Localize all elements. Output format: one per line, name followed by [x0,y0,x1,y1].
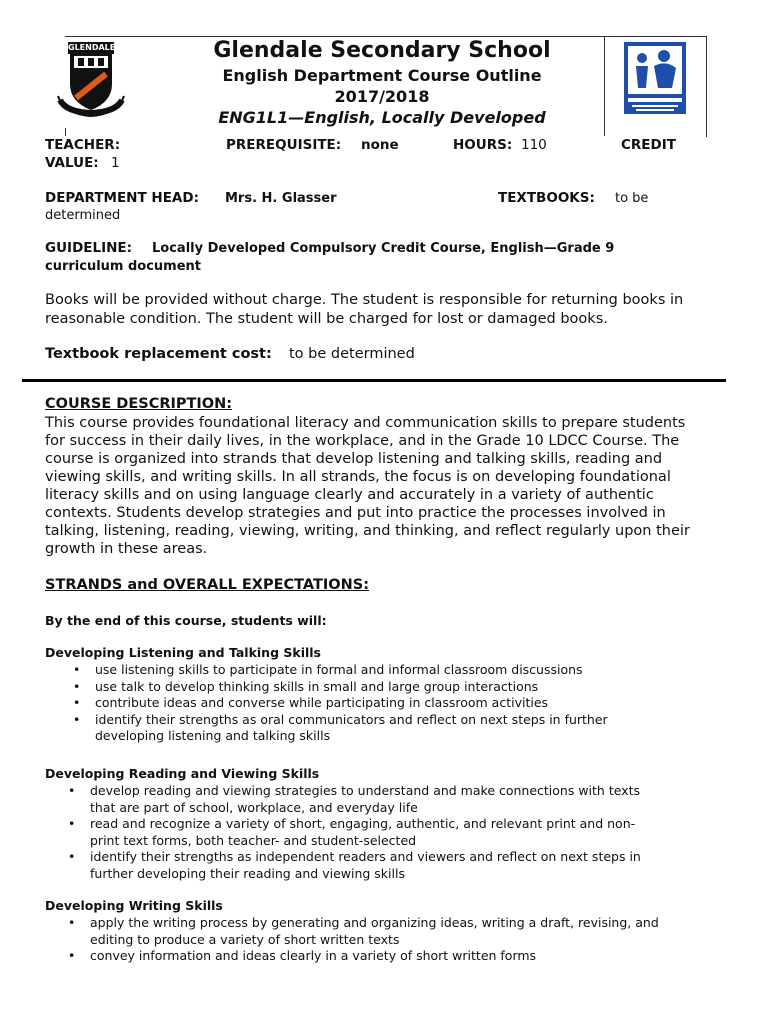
list-item-cont: print text forms, both teacher- and student-selected [90,832,417,848]
list-item-cont: that are part of school, workplace, and everyday life [90,799,418,815]
books-note-line2: reasonable condition. The student will be charged for lost or damaged books. [45,311,608,327]
crest-label: GLENDALE [68,43,116,52]
list-item: • use listening skills to participate in formal and informal classroom discussions [73,662,583,677]
writing-strand-title: Developing Writing Skills [45,898,223,913]
replacement-cost-label: Textbook replacement cost: [45,346,272,362]
textbooks-value-cont: determined [45,208,121,223]
course-description-heading: COURSE DESCRIPTION: [45,396,233,412]
value-label: VALUE: [45,155,99,171]
course-description-body [45,414,735,558]
description-line: talking, listening, reading, viewing, writing, and thinking, and reflect regularly upon their [45,523,690,539]
section-divider [22,379,726,382]
description-line: literacy skills and on using language clearly and accurately in a variety of authentic [45,487,654,503]
list-item: • identify their strengths as independent readers and viewers and reflect on next steps in [68,849,641,864]
school-title: Glendale Secondary School [213,38,551,63]
listening-strand-title: Developing Listening and Talking Skills [45,645,321,660]
description-line: course is organized into strands that develop listening and talking skills, reading and [45,451,663,467]
credit-label: CREDIT [621,137,676,153]
description-line: contexts. Students develop strategies and put into practice the processes involved in [45,505,666,521]
list-item-cont: further developing their reading and viewing skills [90,865,405,881]
writing-list [68,915,659,965]
department-head-label: DEPARTMENT HEAD: [45,190,199,206]
reading-list [68,783,641,882]
list-item-cont: editing to produce a variety of short written texts [90,931,400,947]
books-note-line1: Books will be provided without charge. The student is responsible for returning books in [45,292,684,308]
board-logo-icon [622,38,688,130]
list-item: • convey information and ideas clearly in a variety of short written forms [68,948,537,963]
prerequisite-value: none [361,137,399,153]
school-crest-icon [54,40,128,122]
value-value: 1 [111,155,120,171]
hours-value: 110 [521,137,547,153]
description-line: growth in these areas. [45,541,208,557]
hours-label: HOURS: [453,137,513,153]
teacher-label: TEACHER: [45,137,121,153]
strands-intro: By the end of this course, students will: [45,613,327,628]
school-year: 2017/2018 [334,87,430,106]
description-line: This course provides foundational literacy and communication skills to prepare students [45,415,686,431]
prerequisite-label: PREREQUISITE: [226,137,342,153]
guideline-label: GUIDELINE: [45,240,133,256]
list-item: • develop reading and viewing strategies to understand and make connections with texts [68,783,641,798]
guideline-value-cont: curriculum document [45,259,202,274]
strands-heading: STRANDS and OVERALL EXPECTATIONS: [45,577,370,593]
header-divider [65,128,66,136]
reading-strand-title: Developing Reading and Viewing Skills [45,766,320,781]
department-head-value: Mrs. H. Glasser [225,191,337,206]
description-line: for success in their daily lives, in the workplace, and in the Grade 10 LDCC Course. The [45,433,680,449]
replacement-cost-value: to be determined [289,346,415,362]
list-item: • read and recognize a variety of short, engaging, authentic, and relevant print and non- [68,816,636,831]
list-item: • contribute ideas and converse while participating in classroom activities [73,695,549,710]
department-title: English Department Course Outline [222,66,542,85]
textbooks-value: to be [615,191,649,206]
list-item: • use talk to develop thinking skills in small and large group interactions [73,678,539,694]
description-line: viewing skills, and writing skills. In all strands, the focus is on developing foundational [45,469,671,485]
course-code-title: ENG1L1—English, Locally Developed [218,108,546,127]
textbooks-label: TEXTBOOKS: [498,190,595,206]
list-item-cont: developing listening and talking skills [95,728,331,743]
list-item: • identify their strengths as oral communicators and reflect on next steps in further [73,711,608,727]
list-item: • apply the writing process by generating and organizing ideas, writing a draft, revising, and [68,915,659,930]
listening-list [73,662,608,745]
guideline-value: Locally Developed Compulsory Credit Course, English—Grade 9 [152,241,615,256]
